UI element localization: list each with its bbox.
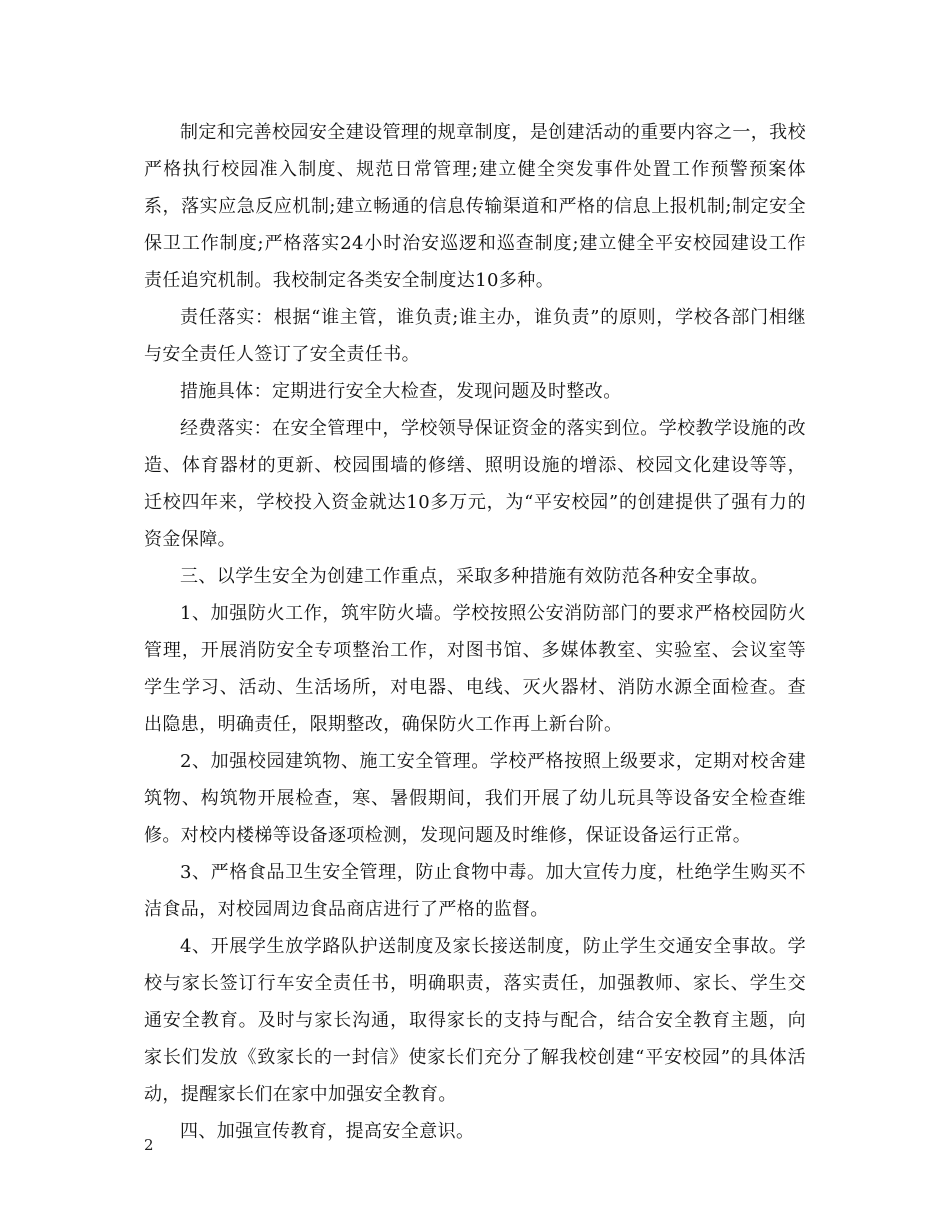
section-heading-student-safety: 三、以学生安全为创建工作重点，采取多种措施有效防范各种安全事故。 [180,566,769,587]
paragraph-building-safety: 2、加强校园建筑物、施工安全管理。学校严格按照上级要求，定期对校舍建筑物、构筑物开展检查，寒、暑假期间，我们开展了幼儿玩具等设备安全检查维修。对校内楼梯等设备逐项检测，发现问题及时维修，保证设备运行正常。 [144,751,806,846]
paragraph-food-safety: 3、严格食品卫生安全管理，防止食物中毒。加大宣传力度，杜绝学生购买不洁食品，对校园周边食品商店进行了严格的监督。 [144,862,806,920]
section-heading-education: 四、加强宣传教育，提高安全意识。 [180,1121,475,1142]
paragraph-responsibility: 责任落实：根据“谁主管，谁负责;谁主办，谁负责”的原则，学校各部门相继与安全责任人签订了安全责任书。 [144,307,806,365]
page-number: 2 [144,1136,154,1154]
paragraph-measures: 措施具体：定期进行安全大检查，发现问题及时整改。 [180,381,622,402]
paragraph-regulations: 制定和完善校园安全建设管理的规章制度，是创建活动的重要内容之一，我校严格执行校园准入制度、规范日常管理;建立健全突发事件处置工作预警预案体系，落实应急反应机制;建立畅通的信息传输渠道和严格的信息上报机制;制定安全保卫工作制度;严格落实24小时治安巡逻和巡查制度;建立健全平安校园建设工作责任追究机制。我校制定各类安全制度达10多种。 [144,122,806,291]
document-body [144,114,806,1150]
paragraph-traffic-safety: 4、开展学生放学路队护送制度及家长接送制度，防止学生交通安全事故。学校与家长签订行车安全责任书，明确职责，落实责任，加强教师、家长、学生交通安全教育。及时与家长沟通，取得家长的支持与配合，结合安全教育主题，向家长们发放《致家长的一封信》使家长们充分了解我校创建“平安校园”的具体活动，提醒家长们在家中加强安全教育。 [144,936,806,1105]
paragraph-fire-safety: 1、加强防火工作，筑牢防火墙。学校按照公安消防部门的要求严格校园防火管理，开展消防安全专项整治工作，对图书馆、多媒体教室、实验室、会议室等学生学习、活动、生活场所，对电器、电线、灭火器材、消防水源全面检查。查出隐患，明确责任，限期整改，确保防火工作再上新台阶。 [144,603,806,735]
paragraph-funding: 经费落实：在安全管理中，学校领导保证资金的落实到位。学校教学设施的改造、体育器材的更新、校园围墙的修缮、照明设施的增添、校园文化建设等等，迁校四年来，学校投入资金就达10多万元，为“平安校园”的创建提供了强有力的资金保障。 [144,418,806,550]
